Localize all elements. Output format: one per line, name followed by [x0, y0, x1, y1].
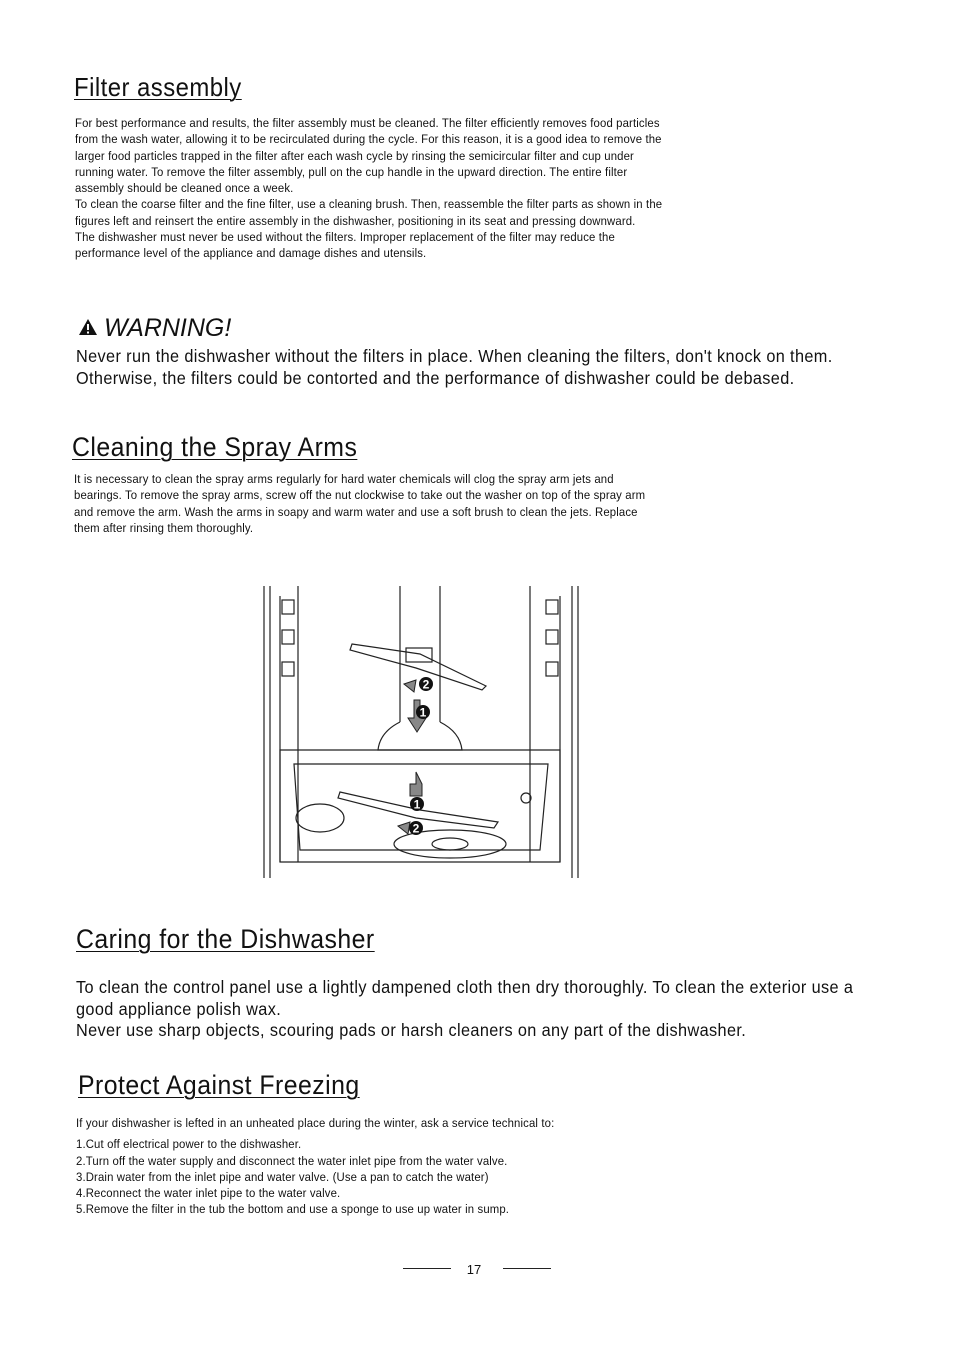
spray-arm-figure [260, 582, 582, 882]
spray-arms-heading: Cleaning the Spray Arms [72, 432, 358, 462]
filter-assembly-heading: Filter assembly [74, 72, 242, 102]
figure-callout-2-upper: 2 [422, 677, 430, 692]
caring-body [76, 977, 876, 1042]
footer-rule-right [503, 1268, 551, 1269]
caring-paragraph-2: Never use sharp objects, scouring pads or harsh cleaners on any part of the dishwasher. [76, 1020, 747, 1040]
footer-rule-left [403, 1268, 451, 1269]
freezing-step-3: 3.Drain water from the inlet pipe and water valve. (Use a pan to catch the water) [76, 1169, 489, 1184]
freezing-step-2: 2.Turn off the water supply and disconnect the water inlet pipe from the water valve. [76, 1153, 508, 1168]
freezing-heading: Protect Against Freezing [78, 1070, 360, 1100]
spray-arms-body [74, 471, 651, 536]
filter-paragraph-1: For best performance and results, the filter assembly must be cleaned. The filter efficiently removes food particles from the wash water, allowing it to be recirculated during the cycle. For this reason, it is a good idea to remove the larger food particles trapped in the filter after each wash cycle by rinsing the semicircular filter and cup under running water. To remove the filter assembly, pull on the cup handle in the upward direction. The entire filter assembly should be cleaned once a week. [75, 116, 662, 196]
warning-triangle-icon [78, 314, 98, 343]
caring-heading: Caring for the Dishwasher [76, 924, 375, 954]
warning-title [78, 314, 231, 343]
warning-paragraph: Never run the dishwasher without the filters in place. When cleaning the filters, don't knock on them. Otherwise, the filters could be contorted and the performance of dishwasher could be debased. [76, 346, 833, 388]
filter-assembly-body [75, 115, 670, 262]
caring-paragraph-1: To clean the control panel use a lightly dampened cloth then dry thoroughly. To clean the exterior use a good appliance polish wax. [76, 977, 854, 1019]
dishwasher-interior-illustration [260, 582, 582, 882]
filter-paragraph-2: To clean the coarse filter and the fine filter, use a cleaning brush. Then, reassemble the filter parts as shown in the figures left and reinsert the entire assembly in the dishwasher, positioning in its seat and pressing downward. [75, 197, 663, 228]
freezing-step-1: 1.Cut off electrical power to the dishwasher. [76, 1137, 302, 1152]
freezing-step-5: 5.Remove the filter in the tub the bottom and use a sponge to use up water in sump. [76, 1202, 510, 1217]
freezing-body [76, 1115, 671, 1218]
freezing-step-4: 4.Reconnect the water inlet pipe to the water valve. [76, 1186, 341, 1201]
figure-callout-1-lower: 1 [413, 797, 421, 812]
page-number: 17 [466, 1262, 482, 1277]
warning-text [76, 346, 857, 389]
filter-paragraph-3: The dishwasher must never be used without the filters. Improper replacement of the filter may reduce the performance level of the appliance and damage dishes and utensils. [75, 230, 615, 261]
figure-callout-2-lower: 2 [412, 821, 420, 836]
figure-callout-1-upper: 1 [419, 705, 427, 720]
freezing-intro: If your dishwasher is lefted in an unheated place during the winter, ask a service technical to: [76, 1116, 555, 1130]
warning-label: WARNING! [104, 314, 232, 342]
spray-arms-paragraph: It is necessary to clean the spray arms regularly for hard water chemicals will clog the spray arm jets and bearings. To remove the spray arms, screw off the nut clockwise to take out the washer on top of the spray arm and remove the arm. Wash the arms in soapy and warm water and use a soft brush to clean the jets. Replace them after rinsing them thoroughly. [74, 472, 646, 535]
